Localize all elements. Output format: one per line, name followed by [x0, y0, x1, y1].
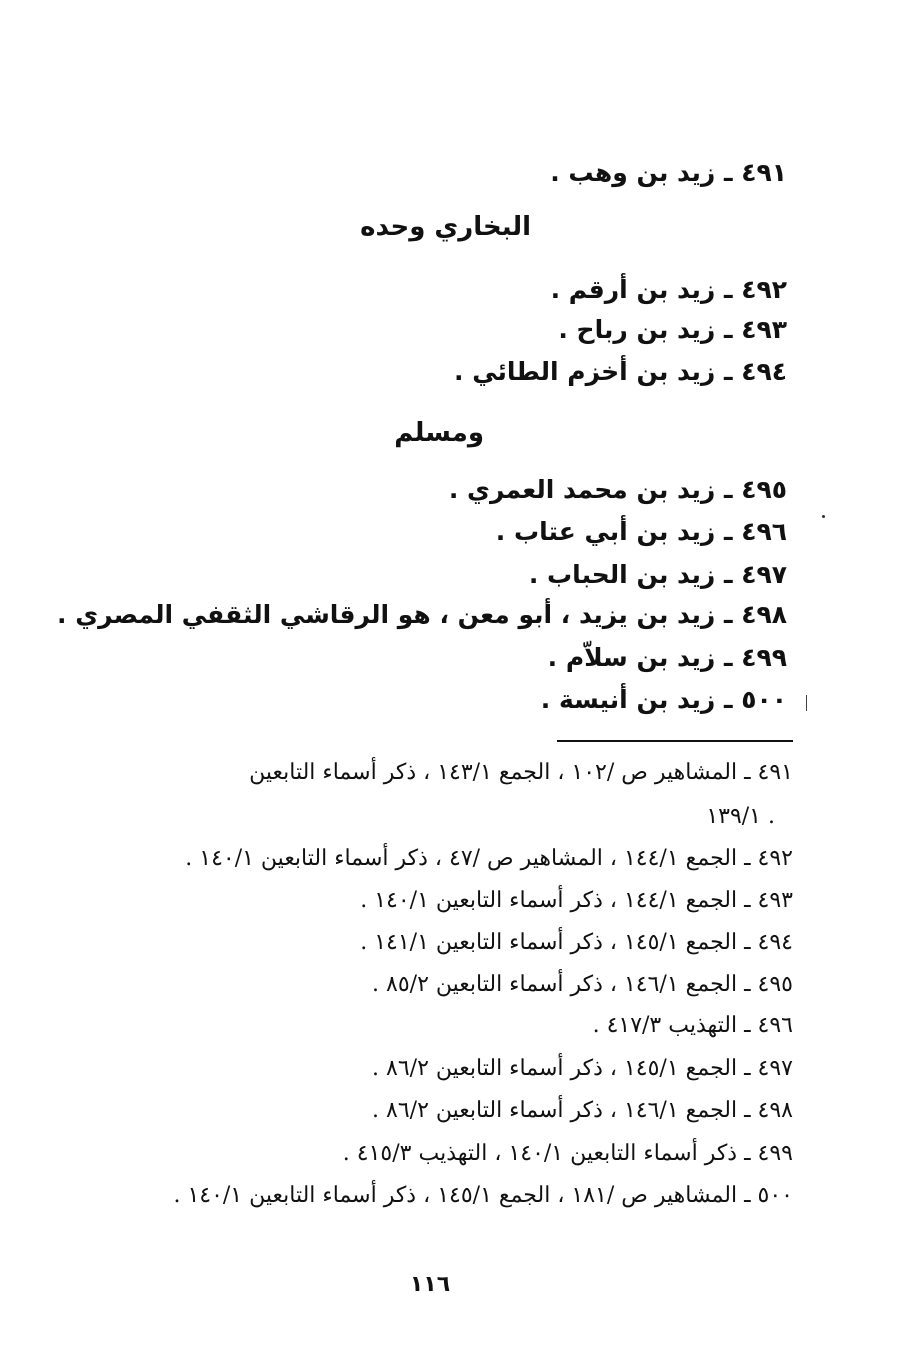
footnote-494: ٤٩٤ ـ الجمع ١٤٥/١ ، ذكر أسماء التابعين ١٤١/١ .: [360, 930, 793, 955]
footnote-491-continued: ١٣٩/١ .: [706, 804, 775, 829]
footnote-496: ٤٩٦ ـ التهذيب ٤١٧/٣ .: [592, 1013, 793, 1038]
footnote-499: ٤٩٩ ـ ذكر أسماء التابعين ١٤٠/١ ، التهذيب ٤١٥/٣ .: [342, 1141, 793, 1166]
footnote-493: ٤٩٣ ـ الجمع ١٤٤/١ ، ذكر أسماء التابعين ١٤٠/١ .: [360, 888, 793, 913]
footnote-500: ٥٠٠ ـ المشاهير ص /١٨١ ، الجمع ١٤٥/١ ، ذكر أسماء التابعين ١٤٠/١ .: [173, 1183, 793, 1208]
entry-494: ٤٩٤ ـ زيد بن أخزم الطائي .: [454, 357, 787, 386]
footnote-495: ٤٩٥ ـ الجمع ١٤٦/١ ، ذكر أسماء التابعين ٨٥/٢ .: [372, 972, 793, 997]
footnote-498: ٤٩٨ ـ الجمع ١٤٦/١ ، ذكر أسماء التابعين ٨٦/٢ .: [372, 1098, 793, 1123]
entry-500: ٥٠٠ ـ زيد بن أنيسة .: [540, 685, 787, 714]
footnote-492: ٤٩٢ ـ الجمع ١٤٤/١ ، المشاهير ص /٤٧ ، ذكر أسماء التابعين ١٤٠/١ .: [185, 846, 793, 871]
section-heading-muslim: ومسلم: [394, 418, 484, 448]
scan-tick: [806, 695, 807, 711]
entry-493: ٤٩٣ ـ زيد بن رباح .: [558, 315, 787, 344]
entry-496: ٤٩٦ ـ زيد بن أبي عتاب .: [495, 517, 787, 546]
entry-492: ٤٩٢ ـ زيد بن أرقم .: [550, 275, 787, 304]
footnote-491: ٤٩١ ـ المشاهير ص /١٠٢ ، الجمع ١٤٣/١ ، ذكر أسماء التابعين: [249, 760, 793, 785]
footnote-separator: [557, 740, 793, 742]
entry-499: ٤٩٩ ـ زيد بن سلاّم .: [547, 643, 787, 672]
scan-speck: [822, 515, 825, 518]
entry-497: ٤٩٧ ـ زيد بن الحباب .: [528, 560, 787, 589]
entry-495: ٤٩٥ ـ زيد بن محمد العمري .: [448, 475, 787, 504]
section-heading-bukhari: البخاري وحده: [360, 212, 531, 242]
footnote-497: ٤٩٧ ـ الجمع ١٤٥/١ ، ذكر أسماء التابعين ٨٦/٢ .: [372, 1056, 793, 1081]
page-number: ١١٦: [409, 1272, 451, 1297]
entry-491: ٤٩١ ـ زيد بن وهب .: [550, 158, 787, 187]
entry-498: ٤٩٨ ـ زيد بن يزيد ، أبو معن ، هو الرقاشي الثقفي المصري .: [57, 600, 787, 629]
